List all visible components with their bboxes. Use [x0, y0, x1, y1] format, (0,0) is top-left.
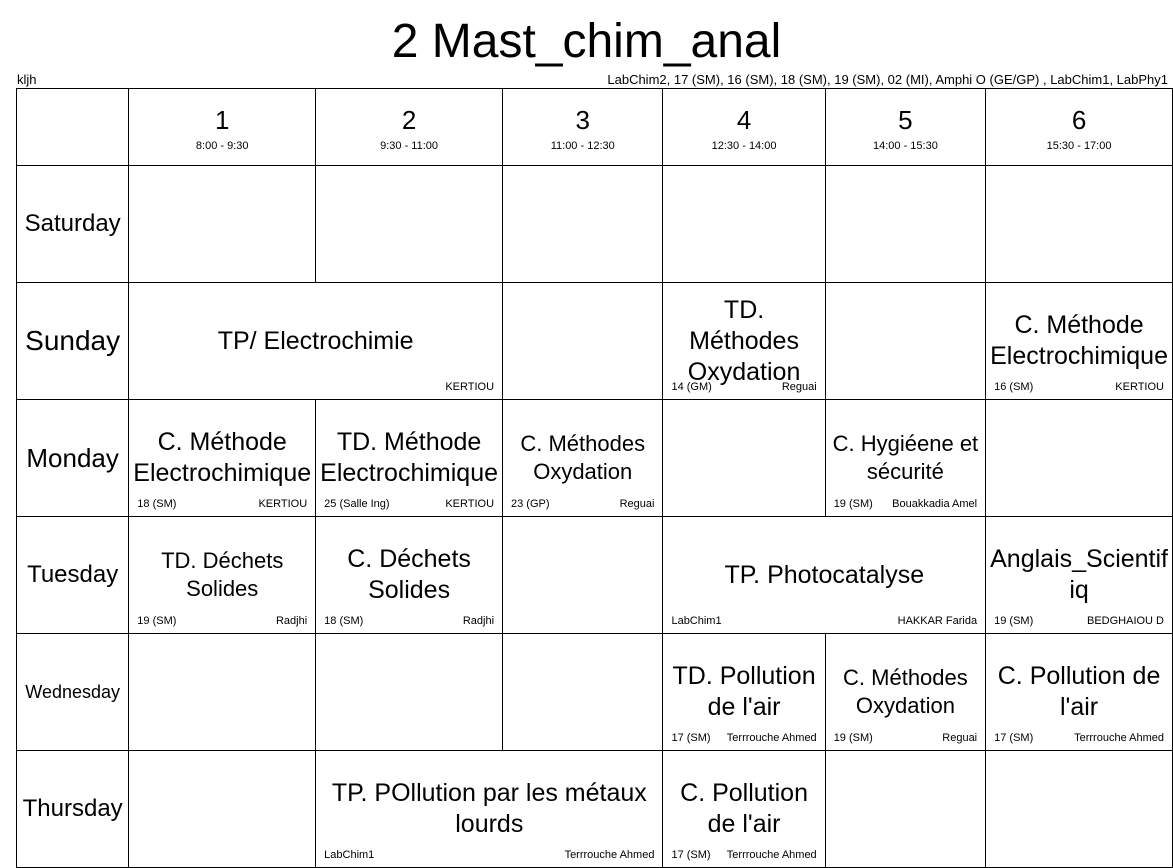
- page-title: 2 Mast_chim_anal: [391, 15, 782, 68]
- session-cell[interactable]: [129, 517, 316, 634]
- empty-slot: [129, 751, 316, 868]
- session-teacher: KERTIOU: [445, 498, 495, 510]
- session-title: C. Méthode Electrochimique: [133, 428, 312, 487]
- session-teacher: Terrrouche Ahmed: [726, 732, 817, 744]
- session-title: C. Méthodes Oxydation: [520, 431, 646, 484]
- session-teacher: Terrrouche Ahmed: [1074, 732, 1164, 744]
- session-title: TD. Méthodes Oxydation: [687, 295, 801, 386]
- session-room: 25 (Salle Ing): [324, 498, 390, 510]
- header-row: [17, 89, 1173, 166]
- session-cell[interactable]: [663, 517, 986, 634]
- day-row-wednesday: [17, 634, 1173, 751]
- session-teacher: BEDGHAIOU D: [1086, 615, 1164, 627]
- empty-slot: [825, 751, 985, 868]
- day-row-monday: [17, 400, 1173, 517]
- session-title: C. Méthodes Oxydation: [843, 665, 968, 718]
- session-title: TD. Déchets Solides: [161, 548, 284, 601]
- session-teacher: Terrrouche Ahmed: [726, 849, 817, 861]
- period-header: [503, 89, 663, 166]
- session-title: C. Déchets Solides: [347, 545, 471, 604]
- day-label: Tuesday: [17, 517, 129, 634]
- day-label: Saturday: [17, 166, 129, 283]
- empty-slot: [663, 400, 825, 517]
- session-room: 23 (GP): [511, 498, 550, 510]
- session-title: TP. Photocatalyse: [724, 560, 925, 589]
- session-title: C. Pollution de l'air: [680, 779, 808, 838]
- rooms-list: LabChim2, 17 (SM), 16 (SM), 18 (SM), 19 (SM), 02 (MI), Amphi O (GE/GP) , LabChim1, LabPhy1: [607, 72, 1168, 87]
- empty-slot: [129, 166, 316, 283]
- session-cell[interactable]: [503, 400, 663, 517]
- session-room: 19 (SM): [833, 732, 873, 744]
- session-teacher: Reguai: [942, 732, 978, 744]
- period-number: 6: [1071, 105, 1087, 135]
- session-title: C. Pollution de l'air: [997, 662, 1161, 721]
- empty-slot: [316, 166, 503, 283]
- empty-slot: [503, 166, 663, 283]
- period-number: 3: [575, 105, 590, 135]
- session-cell[interactable]: [986, 517, 1173, 634]
- session-title: C. Hygiéene et sécurité: [832, 431, 979, 484]
- empty-slot: [986, 400, 1173, 517]
- session-cell[interactable]: [986, 634, 1173, 751]
- session-title: TD. Pollution de l'air: [672, 662, 816, 721]
- period-number: 1: [214, 105, 230, 135]
- period-time: 8:00 - 9:30: [195, 140, 249, 152]
- session-teacher: Reguai: [619, 498, 655, 510]
- session-cell[interactable]: [825, 634, 985, 751]
- session-title: Anglais_Scientifiq: [990, 545, 1169, 604]
- session-cell[interactable]: [129, 400, 316, 517]
- period-time: 12:30 - 14:00: [711, 140, 777, 152]
- session-room: 18 (SM): [324, 615, 364, 627]
- session-cell[interactable]: [316, 517, 503, 634]
- period-time: 11:00 - 12:30: [550, 140, 615, 152]
- session-room: 17 (SM): [994, 732, 1034, 744]
- session-room: 19 (SM): [994, 615, 1034, 627]
- session-room: 19 (SM): [137, 615, 177, 627]
- period-header: [129, 89, 316, 166]
- session-room: LabChim1: [671, 615, 722, 627]
- period-header: [986, 89, 1173, 166]
- session-title: TP/ Electrochimie: [217, 326, 414, 355]
- day-row-thursday: [17, 751, 1173, 868]
- period-time: 15:30 - 17:00: [1046, 140, 1112, 152]
- session-cell[interactable]: [663, 751, 825, 868]
- session-title: C. Méthode Electrochimique: [990, 311, 1168, 370]
- period-time: 9:30 - 11:00: [380, 140, 439, 152]
- empty-slot: [825, 283, 985, 400]
- timetable: [16, 88, 1173, 868]
- session-room: 16 (SM): [994, 381, 1034, 393]
- session-cell[interactable]: [825, 400, 985, 517]
- period-header: [825, 89, 985, 166]
- session-cell[interactable]: [129, 283, 503, 400]
- day-row-sunday: [17, 283, 1173, 400]
- session-room: 19 (SM): [833, 498, 873, 510]
- period-number: 4: [736, 105, 752, 135]
- session-teacher: Reguai: [781, 381, 817, 393]
- period-header: [663, 89, 825, 166]
- day-label: Wednesday: [17, 634, 129, 751]
- session-teacher: HAKKAR Farida: [897, 615, 978, 627]
- corner-cell: [17, 89, 129, 166]
- session-room: 14 (GM): [671, 381, 712, 393]
- session-cell[interactable]: [663, 634, 825, 751]
- session-teacher: Terrrouche Ahmed: [564, 849, 655, 861]
- session-room: 17 (SM): [671, 732, 711, 744]
- session-cell[interactable]: [316, 751, 663, 868]
- session-title: TP. POllution par les métaux lourds: [331, 779, 647, 838]
- empty-slot: [986, 751, 1173, 868]
- period-number: 5: [898, 105, 913, 135]
- group-label: kljh: [17, 72, 37, 87]
- day-label: Monday: [17, 400, 129, 517]
- empty-slot: [503, 283, 663, 400]
- day-label: Thursday: [17, 751, 129, 868]
- session-teacher: Radjhi: [275, 615, 308, 627]
- empty-slot: [316, 634, 503, 751]
- session-title: TD. Méthode Electrochimique: [320, 428, 499, 487]
- session-teacher: KERTIOU: [1115, 381, 1164, 393]
- day-row-saturday: [17, 166, 1173, 283]
- session-cell[interactable]: [316, 400, 503, 517]
- session-teacher: Bouakkadia Amel: [892, 498, 978, 510]
- empty-slot: [663, 166, 825, 283]
- empty-slot: [503, 634, 663, 751]
- session-cell[interactable]: [663, 283, 825, 400]
- empty-slot: [825, 166, 985, 283]
- session-teacher: KERTIOU: [258, 498, 308, 510]
- period-header: [316, 89, 503, 166]
- session-teacher: KERTIOU: [445, 381, 495, 393]
- empty-slot: [503, 517, 663, 634]
- session-room: 18 (SM): [137, 498, 177, 510]
- period-time: 14:00 - 15:30: [872, 140, 938, 152]
- period-number: 2: [401, 105, 417, 135]
- empty-slot: [129, 634, 316, 751]
- session-teacher: Radjhi: [462, 615, 495, 627]
- session-cell[interactable]: [986, 283, 1173, 400]
- day-label: Sunday: [17, 283, 129, 400]
- day-row-tuesday: [17, 517, 1173, 634]
- session-room: 17 (SM): [671, 849, 711, 861]
- empty-slot: [986, 166, 1173, 283]
- session-room: LabChim1: [324, 849, 375, 861]
